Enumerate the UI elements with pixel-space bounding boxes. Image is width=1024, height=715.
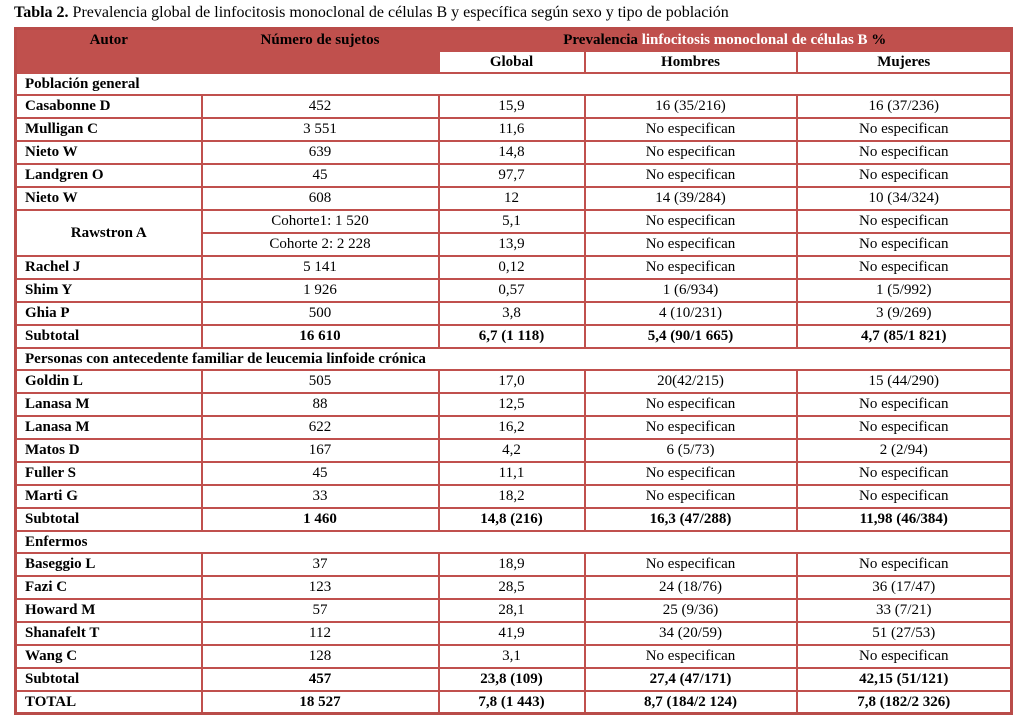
hombres-value-cell: No especifican (585, 233, 797, 256)
prevalence-table (14, 27, 1013, 715)
mujeres-value-cell: 3 (9/269) (797, 302, 1012, 325)
subjects-cell: 1 926 (202, 279, 439, 302)
mujeres-value-cell: No especifican (797, 164, 1012, 187)
prevalencia-highlight: linfocitosis monoclonal de células B (641, 31, 868, 48)
subjects-cell: 128 (202, 645, 439, 668)
subjects-cell: 18 527 (202, 691, 439, 714)
global-value-cell: 14,8 (216) (439, 508, 585, 531)
subjects-cell: 505 (202, 370, 439, 393)
subtotal-row (16, 508, 1012, 531)
mujeres-value-cell: No especifican (797, 416, 1012, 439)
data-row (16, 95, 1012, 118)
global-value-cell: 28,5 (439, 576, 585, 599)
global-value-cell: 11,1 (439, 462, 585, 485)
data-row (16, 485, 1012, 508)
global-value-cell: 97,7 (439, 164, 585, 187)
section-header-row (16, 73, 1012, 95)
data-row (16, 279, 1012, 302)
author-cell: Shanafelt T (16, 622, 202, 645)
author-cell: Subtotal (16, 508, 202, 531)
mujeres-value-cell: 11,98 (46/384) (797, 508, 1012, 531)
global-value-cell: 0,12 (439, 256, 585, 279)
data-row (16, 302, 1012, 325)
data-row (16, 462, 1012, 485)
global-value-cell: 13,9 (439, 233, 585, 256)
global-value-cell: 41,9 (439, 622, 585, 645)
mujeres-value-cell: No especifican (797, 256, 1012, 279)
column-header-hombres: Hombres (585, 51, 797, 73)
hombres-value-cell: 34 (20/59) (585, 622, 797, 645)
hombres-value-cell: No especifican (585, 416, 797, 439)
table-body (16, 73, 1012, 714)
author-cell: Subtotal (16, 668, 202, 691)
global-value-cell: 3,1 (439, 645, 585, 668)
hombres-value-cell: No especifican (585, 553, 797, 576)
mujeres-value-cell: 2 (2/94) (797, 439, 1012, 462)
mujeres-value-cell: 33 (7/21) (797, 599, 1012, 622)
subjects-cell: 16 610 (202, 325, 439, 348)
total-row (16, 691, 1012, 714)
hombres-value-cell: 16,3 (47/288) (585, 508, 797, 531)
hombres-value-cell: 24 (18/76) (585, 576, 797, 599)
subjects-cell: 57 (202, 599, 439, 622)
global-value-cell: 6,7 (1 118) (439, 325, 585, 348)
mujeres-value-cell: 42,15 (51/121) (797, 668, 1012, 691)
table-caption-label: Tabla 2. (14, 4, 69, 21)
column-header-mujeres: Mujeres (797, 51, 1012, 73)
mujeres-value-cell: 7,8 (182/2 326) (797, 691, 1012, 714)
section-header-row (16, 348, 1012, 370)
author-cell: Howard M (16, 599, 202, 622)
author-cell: Marti G (16, 485, 202, 508)
mujeres-value-cell: No especifican (797, 233, 1012, 256)
section-title: Personas con antecedente familiar de leucemia linfoide crónica (16, 348, 1012, 370)
global-value-cell: 12 (439, 187, 585, 210)
author-cell: Rawstron A (16, 210, 202, 256)
mujeres-value-cell: No especifican (797, 645, 1012, 668)
hombres-value-cell: No especifican (585, 210, 797, 233)
author-cell: Lanasa M (16, 416, 202, 439)
hombres-value-cell: 8,7 (184/2 124) (585, 691, 797, 714)
data-row (16, 599, 1012, 622)
prevalencia-suffix: % (871, 31, 887, 48)
hombres-value-cell: No especifican (585, 164, 797, 187)
author-cell: Subtotal (16, 325, 202, 348)
mujeres-value-cell: No especifican (797, 462, 1012, 485)
data-row (16, 256, 1012, 279)
subjects-cell: 5 141 (202, 256, 439, 279)
global-value-cell: 4,2 (439, 439, 585, 462)
mujeres-value-cell: No especifican (797, 553, 1012, 576)
author-cell: Nieto W (16, 187, 202, 210)
hombres-value-cell: No especifican (585, 645, 797, 668)
hombres-value-cell: No especifican (585, 393, 797, 416)
subjects-cell: 1 460 (202, 508, 439, 531)
data-row (16, 187, 1012, 210)
hombres-value-cell: 5,4 (90/1 665) (585, 325, 797, 348)
mujeres-value-cell: 4,7 (85/1 821) (797, 325, 1012, 348)
subjects-cell: Cohorte 2: 2 228 (202, 233, 439, 256)
data-row (16, 118, 1012, 141)
author-cell: Fuller S (16, 462, 202, 485)
subjects-cell: 457 (202, 668, 439, 691)
subjects-cell: 33 (202, 485, 439, 508)
subtotal-row (16, 668, 1012, 691)
global-value-cell: 5,1 (439, 210, 585, 233)
global-value-cell: 28,1 (439, 599, 585, 622)
data-row (16, 553, 1012, 576)
hombres-value-cell: No especifican (585, 485, 797, 508)
author-cell: Nieto W (16, 141, 202, 164)
column-header-numero-sujetos: Número de sujetos (202, 28, 439, 73)
section-title: Enfermos (16, 531, 1012, 553)
subjects-cell: 500 (202, 302, 439, 325)
data-row (16, 141, 1012, 164)
author-cell: Landgren O (16, 164, 202, 187)
data-row (16, 210, 1012, 233)
author-cell: TOTAL (16, 691, 202, 714)
global-value-cell: 11,6 (439, 118, 585, 141)
subjects-cell: 608 (202, 187, 439, 210)
subjects-cell: 37 (202, 553, 439, 576)
subjects-cell: 112 (202, 622, 439, 645)
subjects-cell: 3 551 (202, 118, 439, 141)
subjects-cell: 452 (202, 95, 439, 118)
subjects-cell: Cohorte1: 1 520 (202, 210, 439, 233)
column-header-prevalencia (439, 28, 1012, 51)
hombres-value-cell: 14 (39/284) (585, 187, 797, 210)
hombres-value-cell: 6 (5/73) (585, 439, 797, 462)
hombres-value-cell: No especifican (585, 256, 797, 279)
section-header-row (16, 531, 1012, 553)
author-cell: Casabonne D (16, 95, 202, 118)
hombres-value-cell: 4 (10/231) (585, 302, 797, 325)
data-row (16, 439, 1012, 462)
global-value-cell: 3,8 (439, 302, 585, 325)
subtotal-row (16, 325, 1012, 348)
subjects-cell: 123 (202, 576, 439, 599)
hombres-value-cell: 25 (9/36) (585, 599, 797, 622)
mujeres-value-cell: 36 (17/47) (797, 576, 1012, 599)
prevalencia-prefix: Prevalencia (563, 31, 638, 48)
author-cell: Wang C (16, 645, 202, 668)
section-title: Población general (16, 73, 1012, 95)
hombres-value-cell: 27,4 (47/171) (585, 668, 797, 691)
author-cell: Mulligan C (16, 118, 202, 141)
data-row (16, 622, 1012, 645)
hombres-value-cell: 1 (6/934) (585, 279, 797, 302)
author-cell: Fazi C (16, 576, 202, 599)
author-cell: Rachel J (16, 256, 202, 279)
subjects-cell: 45 (202, 164, 439, 187)
global-value-cell: 18,2 (439, 485, 585, 508)
author-cell: Shim Y (16, 279, 202, 302)
data-row (16, 416, 1012, 439)
data-row (16, 393, 1012, 416)
table-caption (14, 3, 1010, 24)
mujeres-value-cell: 15 (44/290) (797, 370, 1012, 393)
column-header-global: Global (439, 51, 585, 73)
hombres-value-cell: 20(42/215) (585, 370, 797, 393)
subjects-cell: 639 (202, 141, 439, 164)
mujeres-value-cell: No especifican (797, 393, 1012, 416)
mujeres-value-cell: No especifican (797, 118, 1012, 141)
mujeres-value-cell: No especifican (797, 210, 1012, 233)
mujeres-value-cell: No especifican (797, 141, 1012, 164)
data-row (16, 645, 1012, 668)
subjects-cell: 167 (202, 439, 439, 462)
subjects-cell: 622 (202, 416, 439, 439)
subjects-cell: 88 (202, 393, 439, 416)
global-value-cell: 12,5 (439, 393, 585, 416)
author-cell: Lanasa M (16, 393, 202, 416)
hombres-value-cell: No especifican (585, 141, 797, 164)
global-value-cell: 15,9 (439, 95, 585, 118)
global-value-cell: 18,9 (439, 553, 585, 576)
global-value-cell: 23,8 (109) (439, 668, 585, 691)
column-header-autor: Autor (16, 28, 202, 73)
data-row (16, 576, 1012, 599)
hombres-value-cell: No especifican (585, 118, 797, 141)
hombres-value-cell: No especifican (585, 462, 797, 485)
author-cell: Baseggio L (16, 553, 202, 576)
global-value-cell: 0,57 (439, 279, 585, 302)
global-value-cell: 16,2 (439, 416, 585, 439)
subjects-cell: 45 (202, 462, 439, 485)
data-row (16, 164, 1012, 187)
header-row-main (16, 28, 1012, 51)
table-caption-text: Prevalencia global de linfocitosis monoclonal de células B y específica según sexo y tipo de población (72, 4, 729, 21)
mujeres-value-cell: 10 (34/324) (797, 187, 1012, 210)
author-cell: Goldin L (16, 370, 202, 393)
global-value-cell: 7,8 (1 443) (439, 691, 585, 714)
mujeres-value-cell: No especifican (797, 485, 1012, 508)
data-row (16, 370, 1012, 393)
hombres-value-cell: 16 (35/216) (585, 95, 797, 118)
mujeres-value-cell: 51 (27/53) (797, 622, 1012, 645)
mujeres-value-cell: 16 (37/236) (797, 95, 1012, 118)
global-value-cell: 17,0 (439, 370, 585, 393)
author-cell: Ghia P (16, 302, 202, 325)
mujeres-value-cell: 1 (5/992) (797, 279, 1012, 302)
global-value-cell: 14,8 (439, 141, 585, 164)
author-cell: Matos D (16, 439, 202, 462)
